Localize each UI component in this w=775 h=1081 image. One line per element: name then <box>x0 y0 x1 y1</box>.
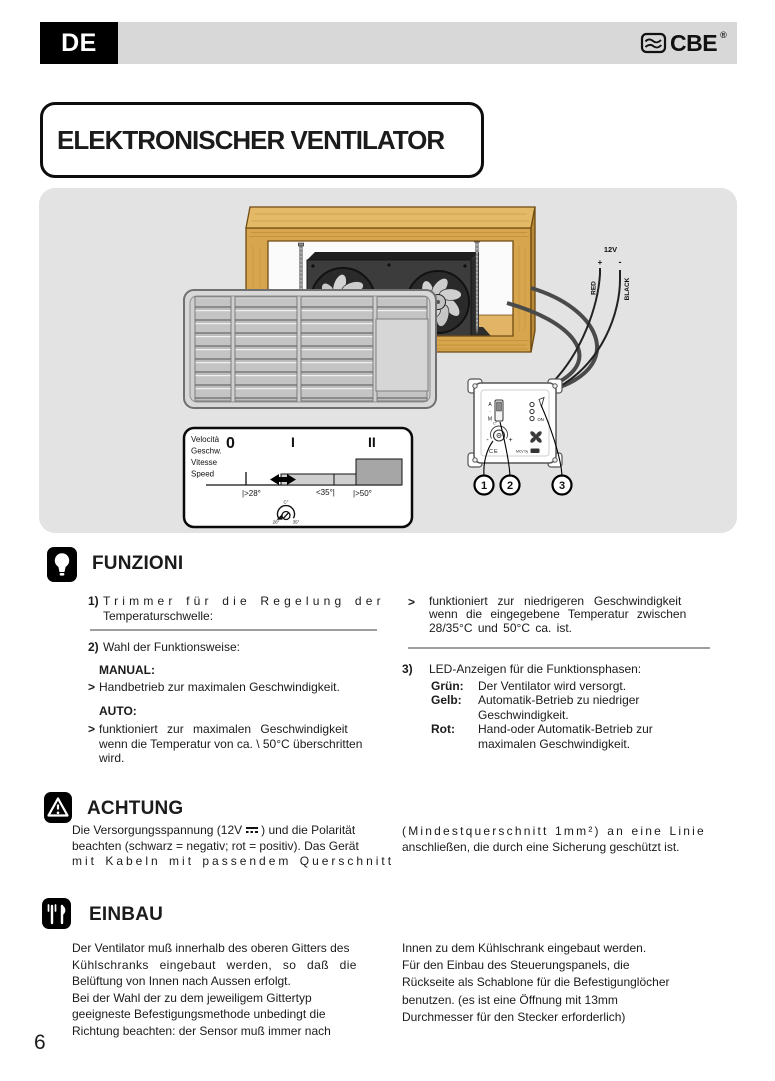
supply-labels <box>591 245 632 300</box>
brand-logo <box>640 22 727 64</box>
led-red <box>530 416 534 420</box>
maker-label: MCV by <box>516 449 529 454</box>
header-bar <box>40 22 737 64</box>
wire-black-label: BLACK <box>624 277 631 301</box>
auto-label: AUTO: <box>99 704 137 718</box>
item-text-line: Der Ventilator muß innerhalb des oberen Gitters des <box>72 941 350 955</box>
item-text-line: Wahl der Funktionsweise: <box>103 640 240 654</box>
led-description: Der Ventilator wird versorgt. <box>478 679 627 693</box>
grille-blank-panel <box>376 319 428 391</box>
page-title: ELEKTRONISCHER VENTILATOR <box>57 124 445 155</box>
language-tag <box>40 22 118 64</box>
tick-35: <35°| <box>316 488 335 497</box>
item-text-line: wird. <box>99 751 125 765</box>
page-number: 6 <box>34 1031 46 1054</box>
cbe-emblem-icon <box>640 32 667 54</box>
einbau-section-icon <box>42 898 71 929</box>
item-text-line: beachten (schwarz = negativ; rot = positiv). Das Gerät <box>72 838 359 853</box>
maker-logo <box>531 449 540 454</box>
brand-name: CBE <box>670 29 718 56</box>
tick-50: |>50° <box>353 489 372 498</box>
knob-plus-label: + <box>508 437 513 444</box>
text-fragment: Die Versorgungsspannung (12V <box>72 823 243 837</box>
callout-2: 2 <box>506 480 514 492</box>
funzioni-right-block <box>402 595 722 635</box>
einbau-right-column <box>402 940 742 1026</box>
item-text-line: Durchmesser für den Stecker erforderlich) <box>402 1009 626 1024</box>
item-text-line: Handbetrieb zur maximalen Geschwindigkeit. <box>99 680 340 694</box>
mode-dot-label: · <box>489 409 491 415</box>
led-color-label <box>431 737 478 751</box>
item-text-line <box>72 823 402 839</box>
arrow-bullet: > <box>88 680 96 694</box>
item-text-line: geeigneste Befestigungsmethode unbedingt die <box>72 1007 326 1022</box>
led-row <box>431 708 721 722</box>
item-text-line: Belüftung von Innen nach Aussen erfolgt. <box>72 974 291 989</box>
ce-mark: CE <box>489 449 499 455</box>
callout-1: 1 <box>480 480 488 492</box>
item-text-line: Rückseite als Schablone für die Befestigunglöcher <box>402 975 670 990</box>
led-yellow <box>530 409 534 413</box>
led-row <box>431 679 721 693</box>
language-label: DE <box>61 28 97 57</box>
item-text-line: Bei der Wahl der zu dem jeweiligem Gittertyp <box>72 990 312 1005</box>
speed-word-it: Velocità <box>191 435 220 444</box>
led-color-label: Rot: <box>431 722 455 737</box>
einbau-left-column <box>72 940 402 1040</box>
speed-chart-inset <box>184 428 412 527</box>
title-box <box>40 102 484 178</box>
ventilation-grille <box>184 290 436 408</box>
led-row <box>431 693 721 707</box>
manual-label: MANUAL: <box>99 663 155 677</box>
installation-illustration <box>39 188 737 533</box>
dial-min: 28° <box>272 519 280 525</box>
mode-manual-label: M <box>487 416 493 423</box>
knob-minus-label: - <box>486 437 489 444</box>
led-description: Hand-oder Automatik-Betrieb zur <box>478 722 653 737</box>
arrow-bullet: > <box>408 595 416 609</box>
led-legend <box>431 679 721 751</box>
callout-3: 3 <box>558 480 566 492</box>
speed-word-fr: Vitesse <box>191 458 218 467</box>
achtung-left-column <box>72 823 402 870</box>
led-row <box>431 722 721 736</box>
funzioni-item-3 <box>402 662 722 677</box>
achtung-heading: ACHTUNG <box>87 798 184 819</box>
registered-mark: ® <box>720 30 727 40</box>
achtung-section-icon <box>44 792 72 823</box>
knob-unit-label: C° <box>493 421 497 426</box>
speed-col-1: I <box>291 434 295 450</box>
mode-auto-label: A <box>488 402 492 408</box>
item-number: 1) <box>88 594 99 608</box>
on-label: ON <box>537 417 544 422</box>
divider <box>90 629 377 631</box>
funzioni-section-icon <box>47 547 77 582</box>
dial-unit: C° <box>283 499 289 505</box>
item-text-line: benutzen. (es ist eine Öffnung mit 13mm <box>402 992 618 1007</box>
led-color-label: Gelb: <box>431 693 462 708</box>
item-text-line: funktioniert zur niedrigeren Geschwindigkeit <box>429 594 682 608</box>
funzioni-item-1 <box>88 594 383 623</box>
item-text-line: Temperaturschwelle: <box>103 608 214 623</box>
manual-line <box>88 680 388 695</box>
tools-icon <box>42 898 71 929</box>
item-number: 2) <box>88 640 99 654</box>
led-row <box>431 737 721 751</box>
speed-word-de: Geschw. <box>191 446 222 456</box>
item-text-line: Kühlschranks eingebaut werden, so daß die <box>72 957 357 972</box>
speed-word-en: Speed <box>191 469 215 479</box>
warning-triangle-icon <box>44 792 72 823</box>
item-text-line: LED-Anzeigen für die Funktionsphasen: <box>429 662 642 676</box>
divider <box>408 647 710 649</box>
arrow-bullet: > <box>88 722 96 736</box>
led-description: maximalen Geschwindigkeit. <box>478 736 631 751</box>
item-text-line: anschließen, die durch eine Sicherung geschützt ist. <box>402 839 680 854</box>
dc-current-symbol <box>246 825 258 834</box>
plus-label: + <box>597 258 603 267</box>
led-color-label <box>431 708 478 722</box>
led-green <box>530 402 534 406</box>
item-text-line: 28/35°C und 50°C ca. ist. <box>429 620 573 635</box>
item-text-line: Richtung beachten: der Sensor muß immer nach <box>72 1023 331 1038</box>
callouts <box>475 476 572 495</box>
text-fragment: ) und die Polarität <box>261 823 356 837</box>
voltage-label: 12V <box>603 245 618 254</box>
item-text-line: Für den Einbau des Steuerungspanels, die <box>402 958 630 973</box>
lightbulb-icon <box>47 547 77 582</box>
item-text-line: Trimmer für die Regelung der <box>103 594 385 608</box>
funzioni-item-2 <box>88 640 383 655</box>
led-color-label: Grün: <box>431 679 464 693</box>
item-text-line: Innen zu dem Kühlschrank eingebaut werden. <box>402 941 647 955</box>
item-text-line: wenn die eingegebene Temperatur zwischen <box>429 607 687 622</box>
speed-col-2: II <box>368 434 376 450</box>
einbau-heading: EINBAU <box>89 904 164 925</box>
dial-max: 35° <box>292 519 300 525</box>
item-text-line: mit Kabeln mit passendem Querschnitt <box>72 854 395 869</box>
led-description: Automatik-Betrieb zu niedriger <box>478 693 640 708</box>
illustration-panel <box>39 188 737 533</box>
achtung-right-column <box>402 824 732 855</box>
funzioni-heading: FUNZIONI <box>92 553 184 574</box>
led-description: Geschwindigkeit. <box>478 707 569 722</box>
item-text-line: wenn die Temperatur von ca. \ 50°C überschritten <box>99 736 363 751</box>
speed-col-0: 0 <box>226 435 235 452</box>
item-number: 3) <box>402 662 413 676</box>
wire-red-label: RED <box>590 281 598 295</box>
minus-label: - <box>618 257 622 267</box>
tick-28: |>28° <box>242 489 261 498</box>
auto-block <box>88 722 388 766</box>
item-text-line: funktioniert zur maximalen Geschwindigkeit <box>99 722 348 736</box>
item-text-line: (Mindestquerschnitt 1mm²) an eine Linie <box>402 824 706 838</box>
